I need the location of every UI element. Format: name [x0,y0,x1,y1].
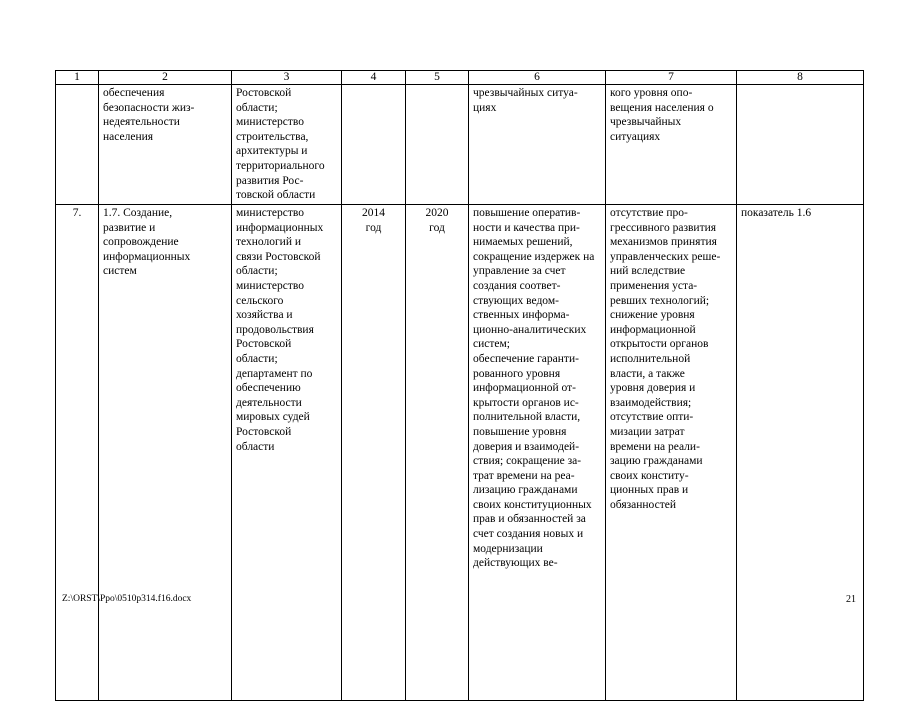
header-cell-6: 6 [469,71,606,85]
header-cell-3: 3 [232,71,342,85]
program-measures-table [55,70,864,701]
consequences-cell: кого уровня опо- вещения населения о чрезвычайных ситуациях [606,85,737,205]
header-cell-1: 1 [56,71,99,85]
header-cell-7: 7 [606,71,737,85]
expected-result-cell: чрезвычайных ситуа- циях [469,85,606,205]
consequences-cell: отсутствие про- грессивного развития механизмов принятия управленческих реше- ний вследствие применения уста- ревших технологий; снижение уровня информационной открытости органов исполнительной власти, а также уровня доверия и взаимодействия; отсутствие опти- мизации затрат времени на реали- зацию гражданами своих конститу- ционных прав и обязанностей [606,205,737,701]
header-cell-2: 2 [99,71,232,85]
end-year-cell [406,85,469,205]
row-number-cell: 7. [56,205,99,701]
header-cell-5: 5 [406,71,469,85]
start-year-cell: 2014 год [342,205,406,701]
start-year-cell [342,85,406,205]
table-row [56,85,864,205]
measure-name-cell: обеспечения безопасности жиз- недеятельности населения [99,85,232,205]
header-cell-4: 4 [342,71,406,85]
page-number: 21 [846,594,856,605]
table-row [56,205,864,701]
indicator-link-cell [737,85,864,205]
measure-name-cell: 1.7. Создание, развитие и сопровождение информационных систем [99,205,232,701]
header-cell-8: 8 [737,71,864,85]
footer-file-path: Z:\ORST\Ppo\0510p314.f16.docx [62,594,192,604]
executor-cell: министерство информационных технологий и связи Ростовской области; министерство сельского хозяйства и продовольствия Ростовской области; департамент по обеспечению деятельности мировых судей Ростовской области [232,205,342,701]
row-number-cell [56,85,99,205]
indicator-link-cell: показатель 1.6 [737,205,864,701]
header-row [56,71,864,85]
executor-cell: Ростовской области; министерство строительства, архитектуры и территориального развития Рос- товской области [232,85,342,205]
expected-result-cell: повышение оператив- ности и качества при- нимаемых решений, сокращение издержек на управление за счет создания соответ- ствующих ведом- ственных информа- ционно-аналитических систем; обеспечение гаранти- рованного уровня информационной от- крытости органов ис- полнительной власти, повышение уровня доверия и взаимодей- ствия; сокращение за- трат времени на реа- лизацию гражданами своих конституционных прав и обязанностей за счет создания новых и модернизации действующих ве- [469,205,606,701]
end-year-cell: 2020 год [406,205,469,701]
